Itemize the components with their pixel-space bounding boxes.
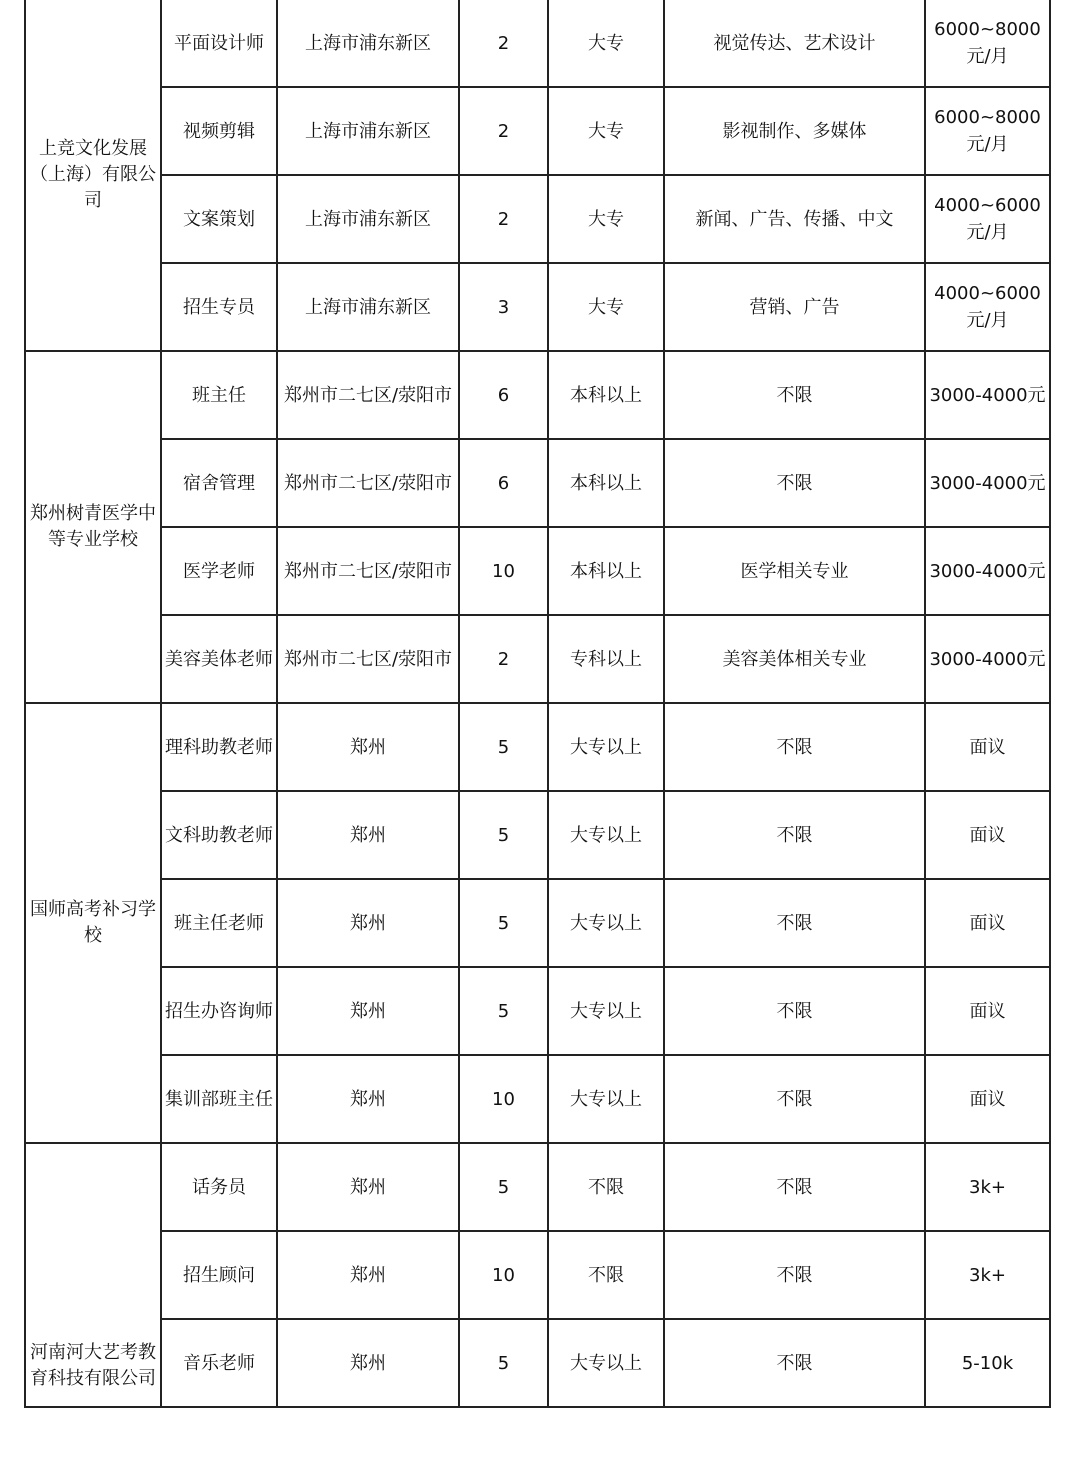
position-cell: 宿舍管理 [161,439,277,527]
position-cell: 理科助教老师 [161,703,277,791]
education-cell: 本科以上 [548,527,664,615]
count-cell: 5 [459,967,548,1055]
count-cell: 3 [459,263,548,351]
count-cell: 6 [459,351,548,439]
salary-cell: 3000-4000元 [925,615,1050,703]
salary-cell: 面议 [925,791,1050,879]
table-row [25,879,1050,967]
position-cell: 文案策划 [161,175,277,263]
major-cell: 影视制作、多媒体 [664,87,925,175]
education-cell: 大专以上 [548,791,664,879]
count-cell: 5 [459,1143,548,1231]
major-cell: 不限 [664,1319,925,1407]
major-cell: 不限 [664,703,925,791]
table-row [25,351,1050,439]
table-row [25,263,1050,351]
major-cell: 视觉传达、艺术设计 [664,0,925,87]
position-cell: 招生办咨询师 [161,967,277,1055]
major-cell: 不限 [664,1143,925,1231]
table-row [25,527,1050,615]
location-cell: 郑州市二七区/荥阳市 [277,527,459,615]
salary-cell: 3000-4000元 [925,527,1050,615]
count-cell: 5 [459,879,548,967]
table-row [25,439,1050,527]
salary-cell: 3k+ [925,1231,1050,1319]
salary-cell: 6000~8000元/月 [925,87,1050,175]
count-cell: 10 [459,1231,548,1319]
major-cell: 不限 [664,791,925,879]
salary-cell: 4000~6000元/月 [925,263,1050,351]
company-name: 河南河大艺考教育科技有限公司 [30,1342,156,1389]
location-cell: 上海市浦东新区 [277,263,459,351]
location-cell: 上海市浦东新区 [277,0,459,87]
education-cell: 大专以上 [548,1319,664,1407]
major-cell: 不限 [664,1055,925,1143]
count-cell: 5 [459,1319,548,1407]
education-cell: 大专以上 [548,967,664,1055]
location-cell: 郑州市二七区/荥阳市 [277,439,459,527]
position-cell: 文科助教老师 [161,791,277,879]
table-row [25,0,1050,87]
position-cell: 平面设计师 [161,0,277,87]
table-row [25,1143,1050,1231]
location-cell: 郑州 [277,879,459,967]
table-row [25,1055,1050,1143]
major-cell: 新闻、广告、传播、中文 [664,175,925,263]
position-cell: 美容美体老师 [161,615,277,703]
company-cell [25,703,161,1143]
table-row [25,791,1050,879]
education-cell: 大专以上 [548,703,664,791]
position-cell: 班主任老师 [161,879,277,967]
company-name: 郑州树青医学中等专业学校 [30,503,156,550]
salary-cell: 4000~6000元/月 [925,175,1050,263]
education-cell: 不限 [548,1143,664,1231]
position-cell: 招生顾问 [161,1231,277,1319]
education-cell: 本科以上 [548,351,664,439]
location-cell: 上海市浦东新区 [277,87,459,175]
major-cell: 不限 [664,967,925,1055]
education-cell: 大专 [548,0,664,87]
location-cell: 郑州市二七区/荥阳市 [277,615,459,703]
salary-cell: 面议 [925,879,1050,967]
major-cell: 美容美体相关专业 [664,615,925,703]
count-cell: 6 [459,439,548,527]
count-cell: 2 [459,0,548,87]
salary-cell: 3000-4000元 [925,439,1050,527]
count-cell: 2 [459,175,548,263]
position-cell: 集训部班主任 [161,1055,277,1143]
education-cell: 大专 [548,175,664,263]
major-cell: 不限 [664,879,925,967]
education-cell: 大专 [548,87,664,175]
major-cell: 不限 [664,351,925,439]
education-cell: 大专以上 [548,879,664,967]
location-cell: 郑州市二七区/荥阳市 [277,351,459,439]
location-cell: 郑州 [277,791,459,879]
table-row [25,87,1050,175]
major-cell: 医学相关专业 [664,527,925,615]
table-row [25,703,1050,791]
position-cell: 视频剪辑 [161,87,277,175]
salary-cell: 面议 [925,703,1050,791]
count-cell: 10 [459,1055,548,1143]
position-cell: 话务员 [161,1143,277,1231]
location-cell: 郑州 [277,1319,459,1407]
education-cell: 本科以上 [548,439,664,527]
salary-cell: 面议 [925,1055,1050,1143]
company-name: 上竞文化发展（上海）有限公司 [30,138,156,211]
education-cell: 不限 [548,1231,664,1319]
location-cell: 郑州 [277,1231,459,1319]
position-cell: 医学老师 [161,527,277,615]
table-row [25,1319,1050,1407]
position-cell: 招生专员 [161,263,277,351]
salary-cell: 6000~8000元/月 [925,0,1050,87]
location-cell: 郑州 [277,967,459,1055]
company-name: 国师高考补习学校 [30,899,156,946]
table-row [25,615,1050,703]
table-row [25,967,1050,1055]
major-cell: 营销、广告 [664,263,925,351]
salary-cell: 3000-4000元 [925,351,1050,439]
position-cell: 音乐老师 [161,1319,277,1407]
education-cell: 专科以上 [548,615,664,703]
table-row [25,175,1050,263]
count-cell: 5 [459,791,548,879]
education-cell: 大专以上 [548,1055,664,1143]
count-cell: 10 [459,527,548,615]
count-cell: 2 [459,87,548,175]
company-cell [25,351,161,703]
major-cell: 不限 [664,439,925,527]
salary-cell: 面议 [925,967,1050,1055]
education-cell: 大专 [548,263,664,351]
location-cell: 郑州 [277,1055,459,1143]
job-listing-table [24,0,1051,1408]
company-cell [25,0,161,351]
salary-cell: 5-10k [925,1319,1050,1407]
major-cell: 不限 [664,1231,925,1319]
location-cell: 上海市浦东新区 [277,175,459,263]
position-cell: 班主任 [161,351,277,439]
location-cell: 郑州 [277,1143,459,1231]
company-cell [25,1143,161,1407]
location-cell: 郑州 [277,703,459,791]
count-cell: 2 [459,615,548,703]
count-cell: 5 [459,703,548,791]
salary-cell: 3k+ [925,1143,1050,1231]
table-row [25,1231,1050,1319]
